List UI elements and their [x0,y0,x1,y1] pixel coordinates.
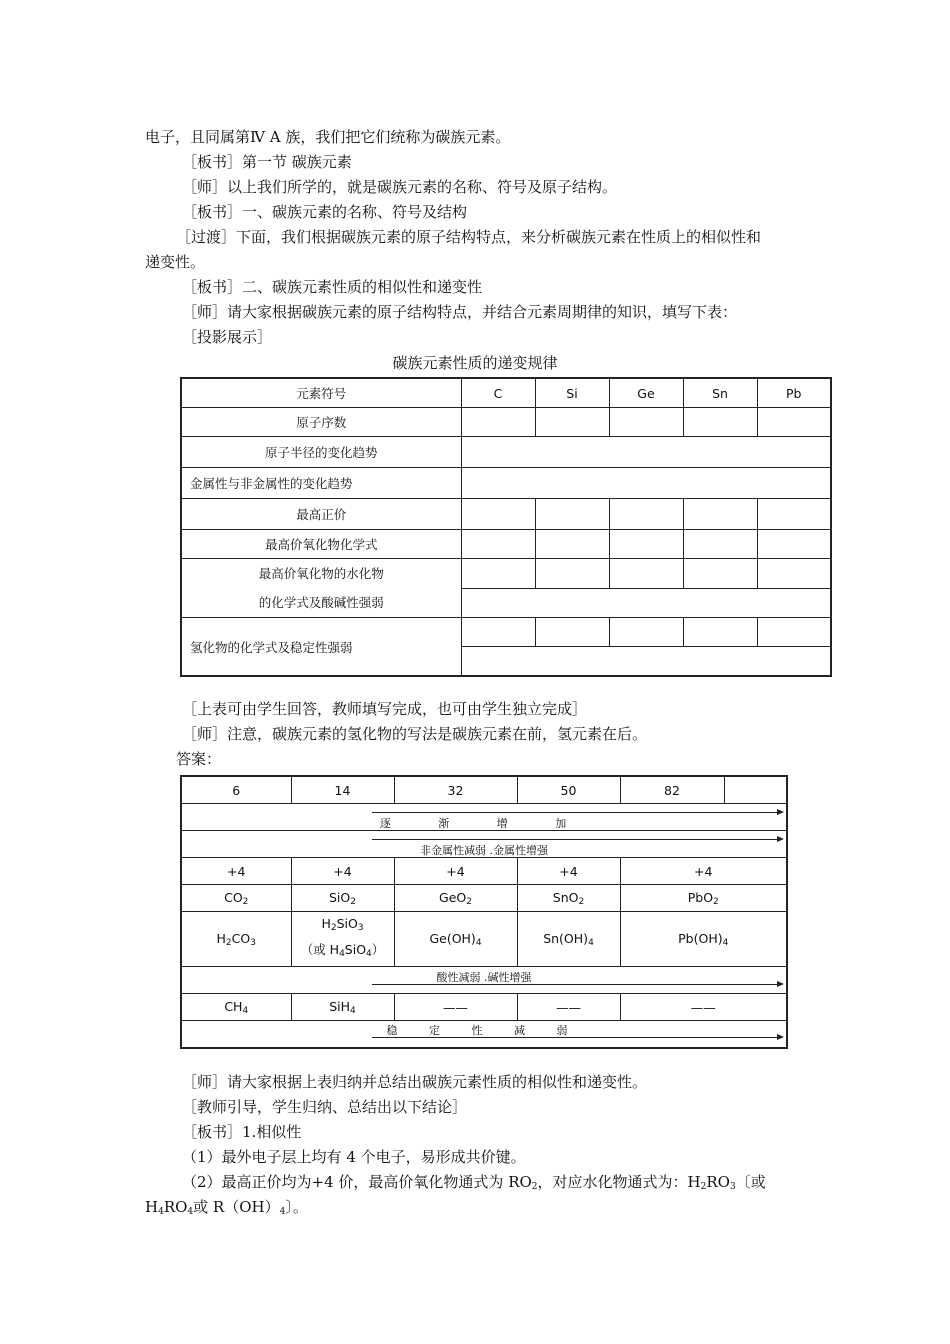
table-row [181,858,787,885]
paragraph-teacher-4: ［师］请大家根据上表归纳并总结出碳族元素性质的相似性和递变性。 [182,1073,648,1091]
table-row [181,408,831,437]
right-arrow-icon [372,984,782,985]
blank-cell [535,559,609,589]
paragraph-point-2-cont [145,1197,308,1222]
subscript: 4 [158,1207,164,1217]
row-label: 氢化物的化学式及稳定性强弱 [181,618,461,677]
table-row [181,618,831,647]
trend-arrow-row [181,831,787,858]
formula-text: SiO [336,916,358,931]
formula-text: H [321,916,331,931]
blank-cell [461,647,831,677]
formula-line [292,913,394,939]
blank-cell [461,437,831,468]
hydrate-cell [291,912,394,967]
formula-text: H [216,930,226,946]
blank-cell [461,559,535,589]
oxide-cell [620,885,787,912]
atomic-number-cell: 50 [517,776,620,804]
hydride-cell [291,994,394,1021]
row-label: 最高价氧化物化学式 [181,530,461,559]
paragraph-blackboard-1: ［板书］第一节 碳族元素 [182,153,352,171]
formula-subscript: 2 [466,896,472,907]
hydrate-cell [181,912,291,967]
blank-cell [757,499,831,530]
blank-cell [683,408,757,437]
header-label: 元素符号 [181,378,461,408]
text-span: ，对应水化物通式为：H [537,1173,701,1191]
formula-subscript: 4 [588,937,594,948]
table-row [181,530,831,559]
blank-cell [609,618,683,647]
blank-cell [724,776,787,804]
trend-label: 非金属性减弱 .金属性增强 [420,844,548,857]
atomic-number-cell: 6 [181,776,291,804]
blank-cell [683,559,757,589]
text-span: 或 R（OH） [193,1198,280,1216]
blank-cell [609,408,683,437]
text-span: RO [163,1198,188,1216]
blank-cell [683,499,757,530]
table-row [181,776,787,804]
valence-cell: +4 [291,858,394,885]
valence-cell: +4 [620,858,787,885]
formula-text: SiO [344,942,367,957]
oxide-cell [517,885,620,912]
formula-subscript: 2 [578,896,585,907]
paragraph-blackboard-4: ［板书］1.相似性 [182,1123,302,1141]
blank-cell [683,618,757,647]
right-arrow-icon [372,812,782,813]
subscript: 4 [279,1207,286,1217]
table-row [181,559,831,589]
formula-subscript: 4 [722,937,729,948]
hydrate-cell [517,912,620,967]
formula-text: ） [371,942,385,957]
blank-cell [461,468,831,499]
formula-text: SiH [329,998,351,1014]
formula-text: Pb(OH) [678,930,723,946]
trend-arrow-row [181,967,787,994]
table-row [181,831,787,858]
right-arrow-icon [372,839,782,840]
formula-subscript: 2 [713,896,719,907]
hydride-cell: —— [394,994,517,1021]
text-span: （2）最高正价均为+4 价，最高价氧化物通式为 RO [182,1173,532,1191]
element-symbol: Sn [683,378,757,408]
element-symbol: Ge [609,378,683,408]
formula-subscript: 3 [357,923,364,933]
formula-text: SiO [329,889,351,905]
paragraph-teacher-1: ［师］以上我们所学的，就是碳族元素的名称、符号及原子结构。 [182,178,618,196]
paragraph-intro: 电子，且同属第Ⅳ A 族，我们把它们统称为碳族元素。 [145,128,511,146]
table-row [181,1021,787,1049]
paragraph-note-1: ［上表可由学生回答，教师填写完成，也可由学生独立完成］ [182,700,588,718]
answer-table [180,775,788,1049]
row-label: 原子半径的变化趋势 [181,437,461,468]
blank-property-table [180,377,832,677]
table-row [181,994,787,1021]
trend-label: 逐 渐 增 加 [379,817,589,830]
formula-text: CO [231,930,251,946]
text-span: 〕。 [285,1198,308,1216]
formula-subscript: 2 [242,896,249,907]
row-label-line: 的化学式及酸碱性强弱 [258,595,384,610]
formula-line [292,939,394,965]
blank-cell [535,530,609,559]
formula-text: CO [224,889,243,905]
hydrate-cell [620,912,787,967]
formula-subscript: 4 [475,937,482,948]
table-row [181,967,787,994]
trend-arrow-row [181,1021,787,1049]
paragraph-guide: ［教师引导，学生归纳、总结出以下结论］ [182,1098,468,1116]
table-row [181,437,831,468]
row-label-line: 最高价氧化物的水化物 [258,566,384,581]
subscript: 3 [729,1182,736,1192]
formula-text: CH [224,998,243,1014]
trend-arrow-row [181,804,787,831]
oxide-cell [181,885,291,912]
formula-text: PbO [687,889,714,905]
trend-label: 稳 定 性 减 弱 [386,1024,582,1037]
formula-text: Ge(OH) [429,930,476,946]
element-symbol: Pb [757,378,831,408]
paragraph-teacher-3: ［师］注意，碳族元素的氢化物的写法是碳族元素在前，氢元素在后。 [182,725,648,743]
atomic-number-cell: 82 [620,776,724,804]
paragraph-blackboard-3: ［板书］二、碳族元素性质的相似性和递变性 [182,278,483,296]
blank-cell [757,530,831,559]
paragraph-point-2 [182,1172,766,1197]
formula-subscript: 2 [350,896,356,907]
atomic-number-cell: 32 [394,776,517,804]
element-symbol: Si [535,378,609,408]
blank-cell [535,408,609,437]
subscript: 2 [700,1182,707,1192]
table-row [181,468,831,499]
blank-cell [609,499,683,530]
formula-subscript: 4 [339,949,345,959]
blank-cell [461,530,535,559]
paragraph-teacher-2: ［师］请大家根据碳族元素的原子结构特点，并结合元素周期律的知识，填写下表： [182,303,738,321]
paragraph-transition-cont: 递变性。 [145,253,206,271]
formula-subscript: 3 [250,937,256,948]
row-label: 最高正价 [181,499,461,530]
blank-cell [535,618,609,647]
hydride-cell: —— [517,994,620,1021]
formula-text: Sn(OH) [543,930,589,946]
table-row [181,378,831,408]
formula-subscript: 4 [366,949,372,959]
paragraph-point-1: （1）最外电子层上均有 4 个电子，易形成共价键。 [182,1148,526,1166]
paragraph-answer-label: 答案： [176,750,222,768]
formula-subscript: 2 [330,923,337,933]
row-label: 金属性与非金属性的变化趋势 [181,468,461,499]
table-row [181,885,787,912]
blank-cell [757,618,831,647]
row-label: 原子序数 [181,408,461,437]
table-row [181,499,831,530]
paragraph-blackboard-2: ［板书］一、碳族元素的名称、符号及结构 [182,203,468,221]
element-symbol: C [461,378,535,408]
formula-text: GeO [439,889,467,905]
table-row [181,912,787,967]
blank-cell [461,408,535,437]
paragraph-transition: ［过渡］下面，我们根据碳族元素的原子结构特点，来分析碳族元素在性质上的相似性和 [176,228,762,246]
valence-cell: +4 [394,858,517,885]
blank-cell [683,530,757,559]
trend-label: 酸性减弱 .碱性增强 [436,971,532,984]
hydride-cell: —— [620,994,787,1021]
subscript: 2 [531,1182,538,1192]
formula-subscript: 4 [242,1005,249,1016]
oxide-cell [291,885,394,912]
blank-cell [535,499,609,530]
formula-text: （或 H [300,942,340,957]
blank-cell [609,530,683,559]
blank-cell [757,559,831,589]
valence-cell: +4 [181,858,291,885]
row-label [181,559,461,618]
hydrate-cell [394,912,517,967]
blank-cell [609,559,683,589]
blank-cell [757,408,831,437]
formula-subscript: 4 [350,1005,356,1016]
hydride-cell [181,994,291,1021]
right-arrow-icon [372,1037,782,1038]
text-span: RO [706,1173,730,1191]
subscript: 4 [187,1207,194,1217]
oxide-cell [394,885,517,912]
text-span: H [145,1198,159,1216]
table-caption: 碳族元素性质的递变规律 [392,354,558,372]
formula-text: SnO [552,889,579,905]
atomic-number-cell: 14 [291,776,394,804]
valence-cell: +4 [517,858,620,885]
table-row [181,804,787,831]
text-span: 〔或 [735,1173,766,1191]
blank-cell [461,618,535,647]
formula-subscript: 2 [225,937,232,948]
blank-cell [461,588,831,618]
paragraph-projection: ［投影展示］ [182,328,273,346]
blank-cell [461,499,535,530]
